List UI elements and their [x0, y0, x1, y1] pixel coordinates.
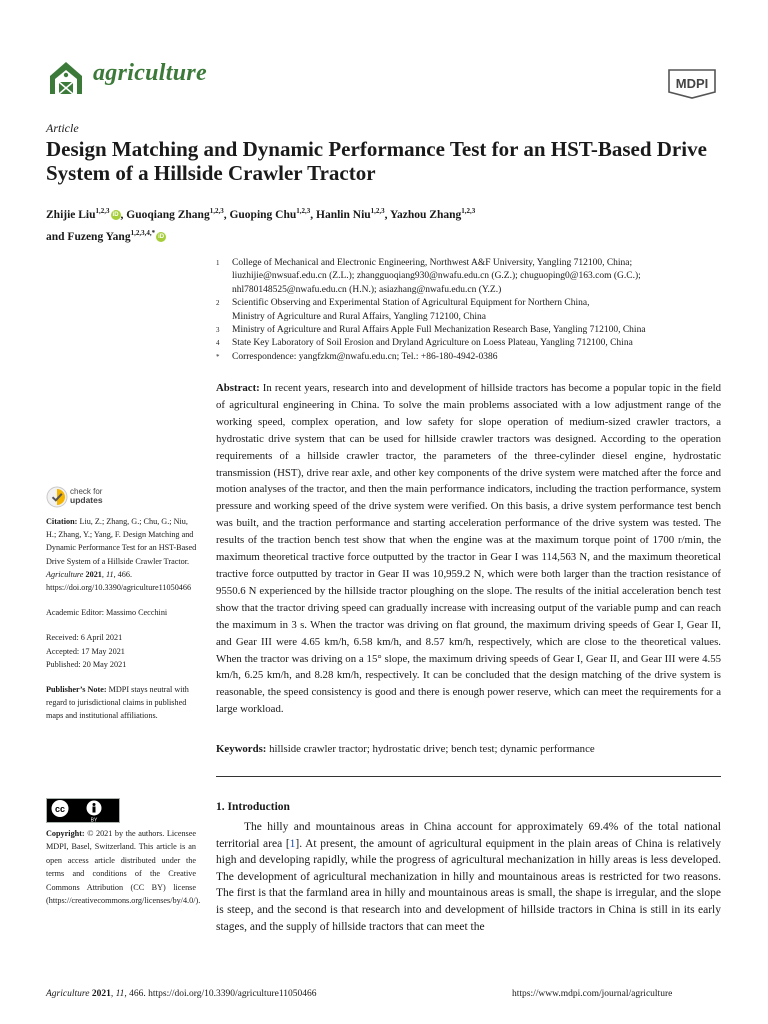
citation-label: Citation:	[46, 517, 78, 526]
affiliation-mark: 2	[216, 299, 220, 308]
dates	[46, 631, 198, 671]
author-name[interactable]: Hanlin Niu	[316, 208, 371, 221]
mdpi-logo[interactable]	[666, 68, 718, 100]
footer-citation	[46, 989, 316, 999]
publishers-note-label: Publisher’s Note:	[46, 685, 107, 695]
section-heading: 1. Introduction	[216, 801, 290, 813]
affiliation-item	[216, 337, 726, 350]
intro-text: ]. At present, the amount of agricultural equipment in the plain areas of China is relatively high and developing rapidly, while the progress of agricultural mechanization in hilly areas is less developed. The development of agricultural mechanization in hilly and mountainous areas is restricted for two reasons. The first is that the farmland area in hilly and mountainous areas is small, the shape is irregular, and the slope is steep, and the second is that research into and development of hillside tractors in China is still in its early stages, and the supply of hillside tractors that can meet the	[216, 837, 721, 933]
affiliation-line[interactable]: nhl780148525@nwafu.edu.cn (H.N.); asiazhang@nwafu.edu.cn (Y.Z.)	[232, 284, 502, 295]
correspondence-line[interactable]: Correspondence: yangfzkm@nwafu.edu.cn; Tel.: +86-180-4942-0386	[232, 351, 498, 362]
author-conjunction: and	[46, 230, 68, 243]
author-affil-sup: 1,2,3	[209, 207, 224, 215]
barn-icon	[46, 58, 86, 96]
copyright	[46, 827, 201, 907]
author-affil-sup: 1,2,3,4,*	[130, 228, 156, 237]
abstract	[216, 380, 721, 718]
copyright-text: © 2021 by the authors. Licensee MDPI, Basel, Switzerland. This article is an open access article distributed under the terms and conditions of the Creative Commons Attribution (CC BY) license (https://creativecommons.org/licenses/by/4.0/).	[46, 829, 201, 906]
author-affil-sup: 1,2,3	[296, 207, 311, 215]
citation-doi[interactable]: , 466. https://doi.org/10.3390/agriculture11050466	[46, 569, 192, 593]
publisher-name: MDPI	[675, 76, 709, 91]
footer-journal: Agriculture	[46, 989, 90, 999]
affiliation-item	[216, 297, 726, 324]
author-name[interactable]: Yazhou Zhang	[390, 208, 462, 221]
footer-year: 2021	[89, 989, 111, 999]
citation-volume: , 11	[101, 569, 114, 579]
check-updates-line2: updates	[70, 495, 103, 505]
citation-journal: Agriculture	[46, 569, 84, 579]
orcid-icon[interactable]: iD	[112, 212, 119, 219]
citation-year: 2021	[83, 569, 102, 579]
published-date: Published: 20 May 2021	[46, 659, 127, 669]
orcid-icon[interactable]: iD	[158, 234, 165, 241]
author-affil-sup: 1,2,3	[461, 207, 476, 215]
citation	[46, 515, 198, 594]
intro-paragraph	[216, 819, 721, 935]
publishers-note-text: MDPI stays neutral with regard to jurisdictional claims in published maps and institutional affiliations.	[46, 685, 189, 721]
article-type: Article	[46, 121, 79, 135]
affiliation-mark: 1	[216, 259, 220, 267]
keywords-label: Keywords:	[216, 743, 267, 755]
cc-by-icon[interactable]	[46, 798, 120, 823]
abstract-label: Abstract:	[216, 382, 260, 394]
journal-name: agriculture	[93, 60, 207, 86]
paper-title: Design Matching and Dynamic Performance Test for an HST-Based Drive System of a Hillside Crawler Tractor	[46, 137, 707, 185]
affiliation-line: State Key Laboratory of Soil Erosion and Dryland Agriculture on Loess Plateau, Yangling 712100, China	[232, 338, 633, 349]
check-for-updates-icon[interactable]	[46, 486, 68, 508]
check-for-updates-label[interactable]	[70, 487, 103, 505]
author-line-2	[46, 224, 726, 246]
check-updates-line1: check for	[70, 487, 103, 496]
citation-text: Liu, Z.; Zhang, G.; Chu, G.; Niu, H.; Zhang, Y.; Yang, F. Design Matching and Dynamic Performance Test for an HST-Based Drive System of a Hillside Crawler Tractor.	[46, 517, 197, 566]
academic-editor: Academic Editor: Massimo Cecchini	[46, 608, 168, 618]
sidebar	[46, 515, 198, 735]
author-line-1: Zhijie Liu$^{1,2,3}$iD , Guoqiang Zhang$^{1,2,3}$, Guoping Chu$^{1,2,3}$, Hanlin Niu$^{1,2,3}$, Yazhou Zhang$^{1,2,3}$	[46, 207, 476, 221]
affiliation-line: College of Mechanical and Electronic Engineering, Northwest A&F University, Yangling 712100, China;	[232, 258, 633, 268]
affiliation-mark: *	[216, 352, 220, 361]
received-date: Received: 6 April 2021	[46, 633, 123, 643]
footer-volume: , 11	[110, 989, 125, 999]
affiliation-item	[216, 257, 726, 297]
affiliation-line: Ministry of Agriculture and Rural Affairs, Yangling 712100, China	[232, 311, 486, 322]
publishers-note	[46, 683, 198, 723]
affiliation-mark: 4	[216, 339, 220, 348]
intro-text: The hilly and mountainous areas in China account for approximately 69.4% of the total national territorial area [	[216, 821, 721, 850]
affiliation-line: Scientific Observing and Experimental Station of Agricultural Equipment for Northern China,	[232, 298, 590, 309]
svg-text:BY: BY	[90, 817, 98, 823]
footer-journal-url[interactable]: https://www.mdpi.com/journal/agriculture	[512, 989, 673, 999]
affiliation-line[interactable]: liuzhijie@nwsuaf.edu.cn (Z.L.); zhangguoqiang930@nwafu.edu.cn (G.Z.); chuguoping0@163.com (G.C.);	[232, 271, 641, 282]
correspondence	[216, 351, 726, 364]
author-affil-sup: 1,2,3	[370, 207, 385, 215]
author-name[interactable]: Fuzeng Yang	[67, 230, 131, 243]
abstract-text: In recent years, research into and development of hillside tractors has become a popular topic in the field of agricultural engineering in China. To solve the main problems associated with a low adjustment range of the working speed, complex operation, and low safety for slope operation of medium-sized crawler tractors, a hydrostatic drive system that can be used for hillside crawler tractors was designed. According to the operation requirements of a hillside crawler tractor, the parameters of the three-cylinder diesel engine, hydrostatic transmission (HST), drive rear axle, and other key components of the drive system were matched after the force and motion analyses of the tractor, and then the main performance indicators, including the traction performance, system pressure and working speed of the drive system were verified. On this basis, a drive system performance test bench was built, and the traction performance and starting acceleration performance of the drive system was tested. The results of the traction bench test show that when the engine was at the maximum torque point of 1700 r/min, the maximum theoretical tractive force outputted by the tractor in Gear I was 114,563 N, and the maximum theoretical tractive force outputted by tractor in Gear II was 10,959.2 N, which were both larger than the traction resistance of 9550.6 N experienced by the hillside tractor ploughing on the slope. The results of the initial acceleration bench test show that the tractor driving speed can gradually increase with increasing output of the variable pump and can reach the maximum in 3 s. When the tractor was driving on flat ground, the maximum driving speeds of Gear I, Gear II, and Gear III were 4.65 km/h, 6.58 km/h, and 8.57 km/h, respectively, which are close to the theoretical values. When the tractor was driving on a 15° slope, the maximum driving speeds of Gear I, Gear II, and Gear III were 4.55 km/h, 6.25 km/h, and 8.28 km/h, respectively. It can be concluded that the design matching of the drive system is reasonable, the speed consistency is good and there is enough power reserve, which can meet the requirements for a large workload.	[216, 382, 721, 716]
affiliation-mark: 3	[216, 326, 220, 335]
section-divider	[216, 776, 721, 777]
svg-text:cc: cc	[54, 804, 66, 814]
affiliation-line: Ministry of Agriculture and Rural Affairs Apple Full Mechanization Research Base, Yangling 712100, China	[232, 325, 646, 336]
keywords-text: hillside crawler tractor; hydrostatic drive; bench test; dynamic performance	[266, 743, 595, 755]
footer-doi[interactable]: , 466. https://doi.org/10.3390/agriculture11050466	[124, 989, 317, 999]
author-affil-sup: 1,2,3	[95, 207, 110, 215]
author-list	[46, 202, 726, 246]
author-name[interactable]: Guoqiang Zhang	[126, 208, 210, 221]
affiliation-item	[216, 324, 726, 337]
copyright-label: Copyright:	[46, 829, 85, 838]
keywords	[216, 741, 721, 757]
citation-link[interactable]: 1	[289, 837, 296, 850]
accepted-date: Accepted: 17 May 2021	[46, 646, 125, 656]
author-name[interactable]: Zhijie Liu	[46, 208, 96, 221]
author-name[interactable]: Guoping Chu	[229, 208, 297, 221]
affiliations	[216, 257, 726, 364]
